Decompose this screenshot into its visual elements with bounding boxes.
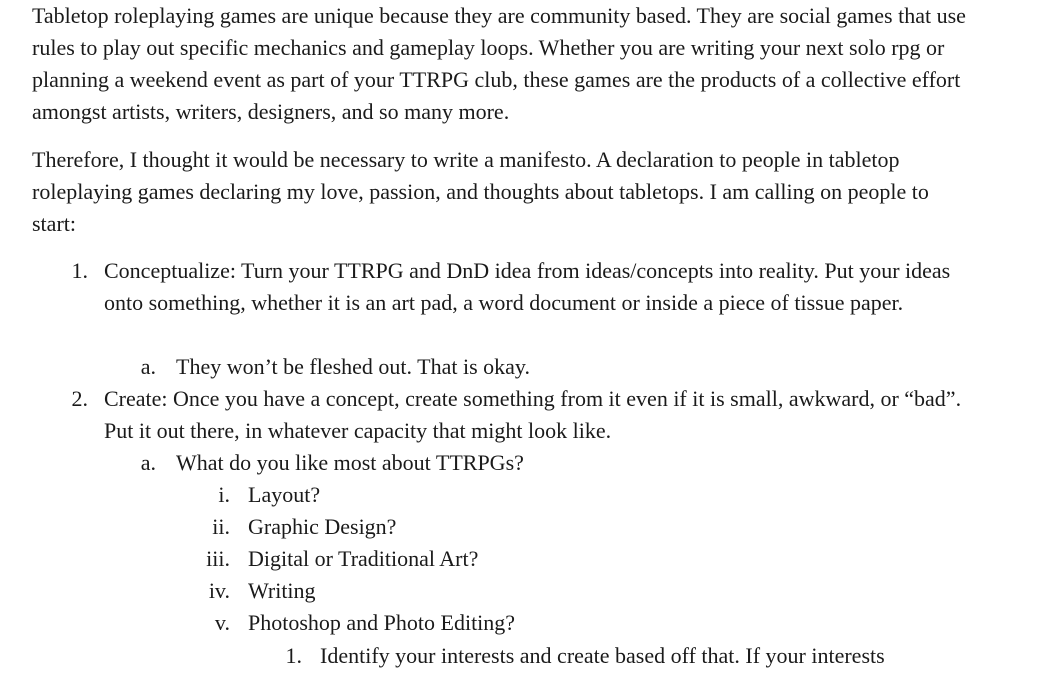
list-item-text: Photoshop and Photo Editing? [248, 610, 516, 635]
list-marker: iii. [206, 546, 230, 571]
list-item [32, 351, 977, 383]
list-item-text: Conceptualize: Turn your TTRPG and DnD idea from ideas/concepts into reality. Put your ideas onto something, whether it is an art pad, a word document or inside a piece of tissue paper. [104, 258, 951, 315]
list-marker: 2. [71, 386, 88, 411]
list-marker: ii. [212, 514, 230, 539]
list-item [32, 255, 977, 351]
manifesto-paragraph: Therefore, I thought it would be necessary to write a manifesto. A declaration to people in tabletop roleplaying games declaring my love, passion, and thoughts about tabletops. I am calling on people to start: [32, 147, 929, 236]
list-item-text: Writing [248, 578, 316, 603]
list-item-text: They won’t be fleshed out. That is okay. [176, 354, 530, 379]
list-item-text: Identify your interests and create based off that. If your interests [320, 643, 885, 668]
list-item-text: What do you like most about TTRPGs? [176, 450, 524, 475]
list-item-text: Create: Once you have a concept, create something from it even if it is small, awkward, or “bad”. Put it out there, in whatever capacity that might look like. [104, 386, 962, 443]
list-marker: 1. [285, 643, 302, 668]
list-item-text: Graphic Design? [248, 514, 397, 539]
list-item [32, 383, 977, 447]
list-marker: i. [218, 482, 230, 507]
list-item [32, 479, 977, 511]
list-item [32, 511, 977, 543]
list-item [32, 447, 977, 479]
intro-paragraph: Tabletop roleplaying games are unique because they are community based. They are social games that use rules to play out specific mechanics and gameplay loops. Whether you are writing your next solo rpg or planning a weekend event as part of your TTRPG club, these games are the products of a collective effort amongst artists, writers, designers, and so many more. [32, 3, 966, 124]
list-marker: 1. [71, 258, 88, 283]
list-item [32, 607, 977, 639]
list-item-text: Digital or Traditional Art? [248, 546, 479, 571]
list-item [32, 543, 977, 575]
list-marker: a. [140, 354, 156, 379]
list-marker: v. [214, 610, 230, 635]
list-marker: a. [140, 450, 156, 475]
list-marker: iv. [208, 578, 230, 603]
list-item [32, 575, 977, 607]
list-item [32, 640, 977, 672]
list-item-text: Layout? [248, 482, 321, 507]
